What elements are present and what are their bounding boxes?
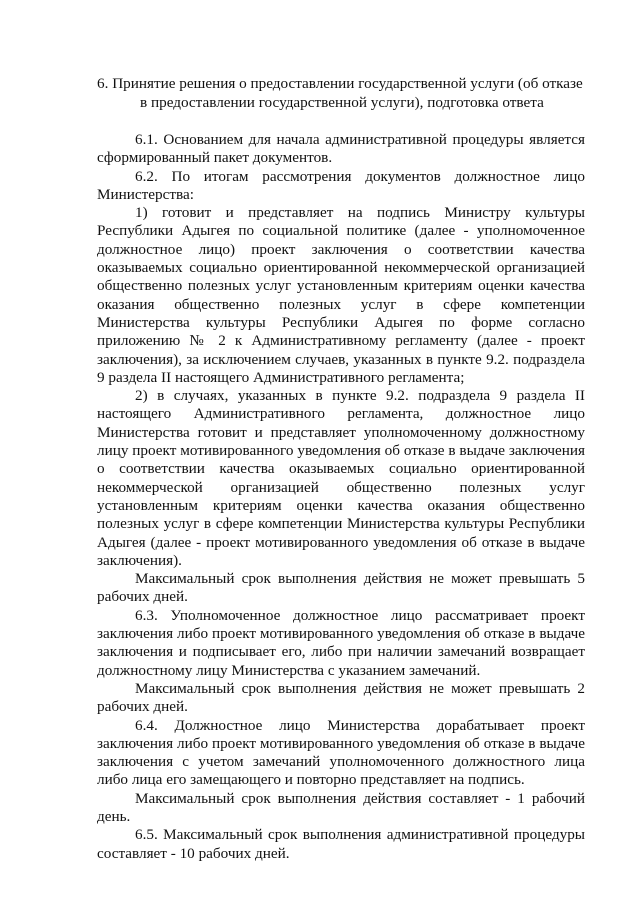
paragraph-deadline-2-days: Максимальный срок выполнения действия не может превышать 2 рабочих дней.	[97, 679, 585, 716]
paragraph-6-2-item-2: 2) в случаях, указанных в пункте 9.2. подраздела 9 раздела II настоящего Административного регламента, должностное лицо Министерства готовит и представляет уполномоченному должностному лицу проект мотивированного уведомления об отказе в выдаче заключения о соответствии качества оказываемых социально ориентированной некоммерческой организацией общественно полезных услуг установленным критериям оценки качества оказания общественно полезных услуг в сфере компетенции Министерства культуры Республики Адыгея (далее - проект мотивированного уведомления об отказе в выдаче заключения).	[97, 387, 585, 569]
paragraph-6-2-item-1: 1) готовит и представляет на подпись Министру культуры Республики Адыгея по социальной политике (далее - уполномоченное должностное лицо) проект заключения о соответствии качества оказываемых социально ориентированной некоммерческой организацией общественно полезных услуг установленным критериям оценки качества оказания общественно полезных услуг в сфере компетенции Министерства культуры Республики Адыгея по форме согласно приложению № 2 к Административному регламенту (далее - проект заключения), за исключением случаев, указанных в пункте 9.2. подраздела 9 раздела II настоящего Административного регламента;	[97, 204, 585, 386]
paragraph-6-1: 6.1. Основанием для начала административной процедуры является сформированный пакет документов.	[97, 131, 585, 167]
paragraph-6-5: 6.5. Максимальный срок выполнения административной процедуры составляет - 10 рабочих дней.	[97, 826, 585, 862]
paragraph-deadline-1-day: Максимальный срок выполнения действия составляет - 1 рабочий день.	[97, 789, 585, 825]
paragraph-deadline-5-days: Максимальный срок выполнения действия не может превышать 5 рабочих дней.	[97, 570, 585, 606]
paragraph-6-2: 6.2. По итогам рассмотрения документов должностное лицо Министерства:	[97, 167, 585, 203]
paragraph-6-4: 6.4. Должностное лицо Министерства дорабатывает проект заключения либо проект мотивированного уведомления об отказе в выдаче заключения с учетом замечаний уполномоченного должностного лица либо лица его замещающего и повторно представляет на подпись.	[97, 716, 585, 789]
paragraph-6-3: 6.3. Уполномоченное должностное лицо рассматривает проект заключения либо проект мотивированного уведомления об отказе в выдаче заключения и подписывает его, либо при наличии замечаний возвращает должностному лицу Министерства с указанием замечаний.	[97, 606, 585, 679]
section-heading	[97, 74, 587, 112]
document-body	[97, 131, 585, 863]
section-heading-line-2: в предоставлении государственной услуги), подготовка ответа	[140, 94, 544, 111]
section-heading-line-1: 6. Принятие решения о предоставлении государственной услуги (об отказе	[97, 75, 583, 92]
